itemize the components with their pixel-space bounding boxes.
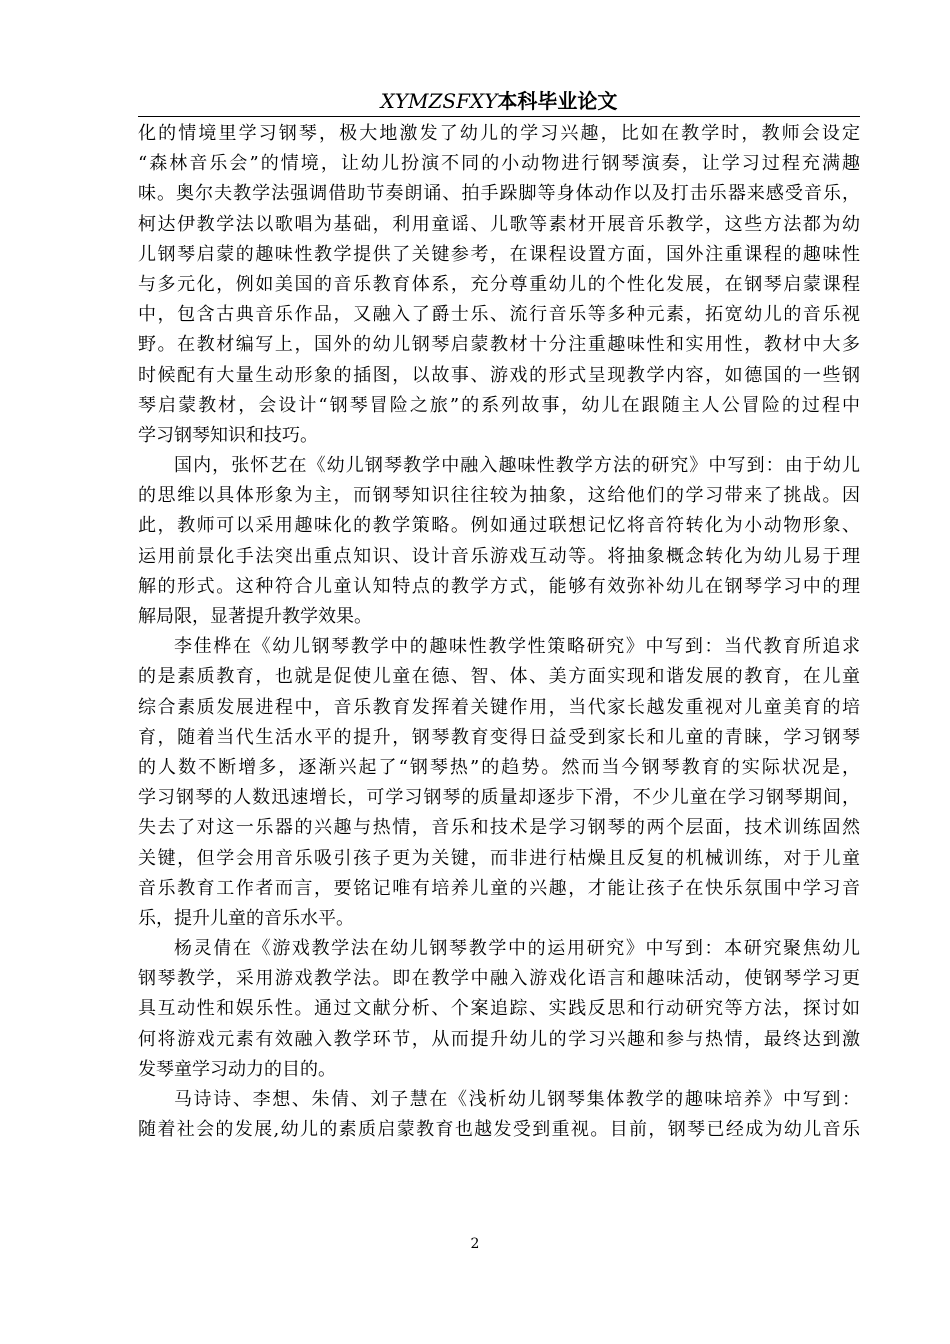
text-line: 乐，提升儿童的音乐水平。 xyxy=(138,907,354,929)
text-line: 的是素质教育，也就是促使儿童在德、智、体、美方面实现和谐发展的教育，在儿童 xyxy=(138,666,860,688)
text-line: 柯达伊教学法以歌唱为基础，利用童谣、儿歌等素材开展音乐教学，这些方法都为幼 xyxy=(138,213,860,235)
text-line: 学习钢琴的人数迅速增长，可学习钢琴的质量却逐步下滑，不少儿童在学习钢琴期间， xyxy=(138,787,860,809)
text-line: 学习钢琴知识和技巧。 xyxy=(138,424,318,446)
header-title-latin: XYMZSFXY xyxy=(380,89,498,113)
page-header xyxy=(138,86,860,117)
paragraph-start-line: 杨灵倩在《游戏教学法在幼儿钢琴教学中的运用研究》中写到：本研究聚焦幼儿 xyxy=(174,938,860,960)
text-line: 关键，但学会用音乐吸引孩子更为关键，而非进行枯燥且反复的机械训练，对于儿童 xyxy=(138,847,860,869)
text-line: 时候配有大量生动形象的插图，以故事、游戏的形式呈现教学内容，如德国的一些钢 xyxy=(138,364,860,386)
text-line: 何将游戏元素有效融入教学环节，从而提升幼儿的学习兴趣和参与热情，最终达到激 xyxy=(138,1028,860,1050)
text-line: 野。在教材编写上，国外的幼儿钢琴启蒙教材十分注重趣味性和实用性，教材中大多 xyxy=(138,334,860,356)
text-line: 钢琴教学，采用游戏教学法。即在教学中融入游戏化语言和趣味活动，使钢琴学习更 xyxy=(138,968,860,990)
body-text xyxy=(138,119,860,1145)
text-line: 化的情境里学习钢琴，极大地激发了幼儿的学习兴趣，比如在教学时，教师会设定 xyxy=(138,123,860,144)
text-line: 发琴童学习动力的目的。 xyxy=(138,1058,336,1080)
paragraph-start-line: 马诗诗、李想、朱倩、刘子慧在《浅析幼儿钢琴集体教学的趣味培养》中写到： xyxy=(174,1089,860,1110)
text-line: 中，包含古典音乐作品，又融入了爵士乐、流行音乐等多种元素，拓宽幼儿的音乐视 xyxy=(138,304,860,326)
text-line: 儿钢琴启蒙的趣味性教学提供了关键参考，在课程设置方面，国外注重课程的趣味性 xyxy=(138,243,860,265)
text-line: 解局限，显著提升教学效果。 xyxy=(138,606,372,627)
page-number: 2 xyxy=(470,1236,480,1252)
text-line: 随着社会的发展,幼儿的素质启蒙教育也越发受到重视。目前，钢琴已经成为幼儿音乐 xyxy=(138,1119,860,1141)
text-line: 此，教师可以采用趣味化的教学策略。例如通过联想记忆将音符转化为小动物形象、 xyxy=(138,515,860,537)
text-line: 的人数不断增多，逐渐兴起了“钢琴热”的趋势。然而当今钢琴教育的实际状况是， xyxy=(138,756,860,778)
text-line: 失去了对这一乐器的兴趣与热情，音乐和技术是学习钢琴的两个层面，技术训练固然 xyxy=(138,817,860,839)
text-line: 综合素质发展进程中，音乐教育发挥着关键作用，当代家长越发重视对儿童美育的培 xyxy=(138,696,860,718)
text-line: 的思维以具体形象为主，而钢琴知识往往较为抽象，这给他们的学习带来了挑战。因 xyxy=(138,485,860,507)
text-line: 味。奥尔夫教学法强调借助节奏朗诵、拍手跺脚等身体动作以及打击乐器来感受音乐， xyxy=(138,183,860,205)
text-line: 与多元化，例如美国的音乐教育体系，充分尊重幼儿的个性化发展，在钢琴启蒙课程 xyxy=(138,273,860,295)
text-line: 运用前景化手法突出重点知识、设计音乐游戏互动等。将抽象概念转化为幼儿易于理 xyxy=(138,545,860,567)
header-title-cjk: 本科毕业论文 xyxy=(497,89,618,113)
paragraph-start-line: 李佳桦在《幼儿钢琴教学中的趣味性教学性策略研究》中写到：当代教育所追求 xyxy=(174,636,860,658)
paragraph-start-line: 国内，张怀艺在《幼儿钢琴教学中融入趣味性教学方法的研究》中写到：由于幼儿 xyxy=(174,455,860,477)
text-line: “森林音乐会”的情境，让幼儿扮演不同的小动物进行钢琴演奏，让学习过程充满趣 xyxy=(138,153,860,175)
text-line: 琴启蒙教材，会设计“钢琴冒险之旅”的系列故事，幼儿在跟随主人公冒险的过程中 xyxy=(138,394,860,416)
text-line: 育，随着当代生活水平的提升，钢琴教育变得日益受到家长和儿童的青睐，学习钢琴 xyxy=(138,726,860,748)
text-line: 音乐教育工作者而言，要铭记唯有培养儿童的兴趣，才能让孩子在快乐氛围中学习音 xyxy=(138,877,860,899)
text-line: 解的形式。这种符合儿童认知特点的教学方式，能够有效弥补幼儿在钢琴学习中的理 xyxy=(138,575,860,597)
text-line: 具互动性和娱乐性。通过文献分析、个案追踪、实践反思和行动研究等方法，探讨如 xyxy=(138,998,860,1020)
